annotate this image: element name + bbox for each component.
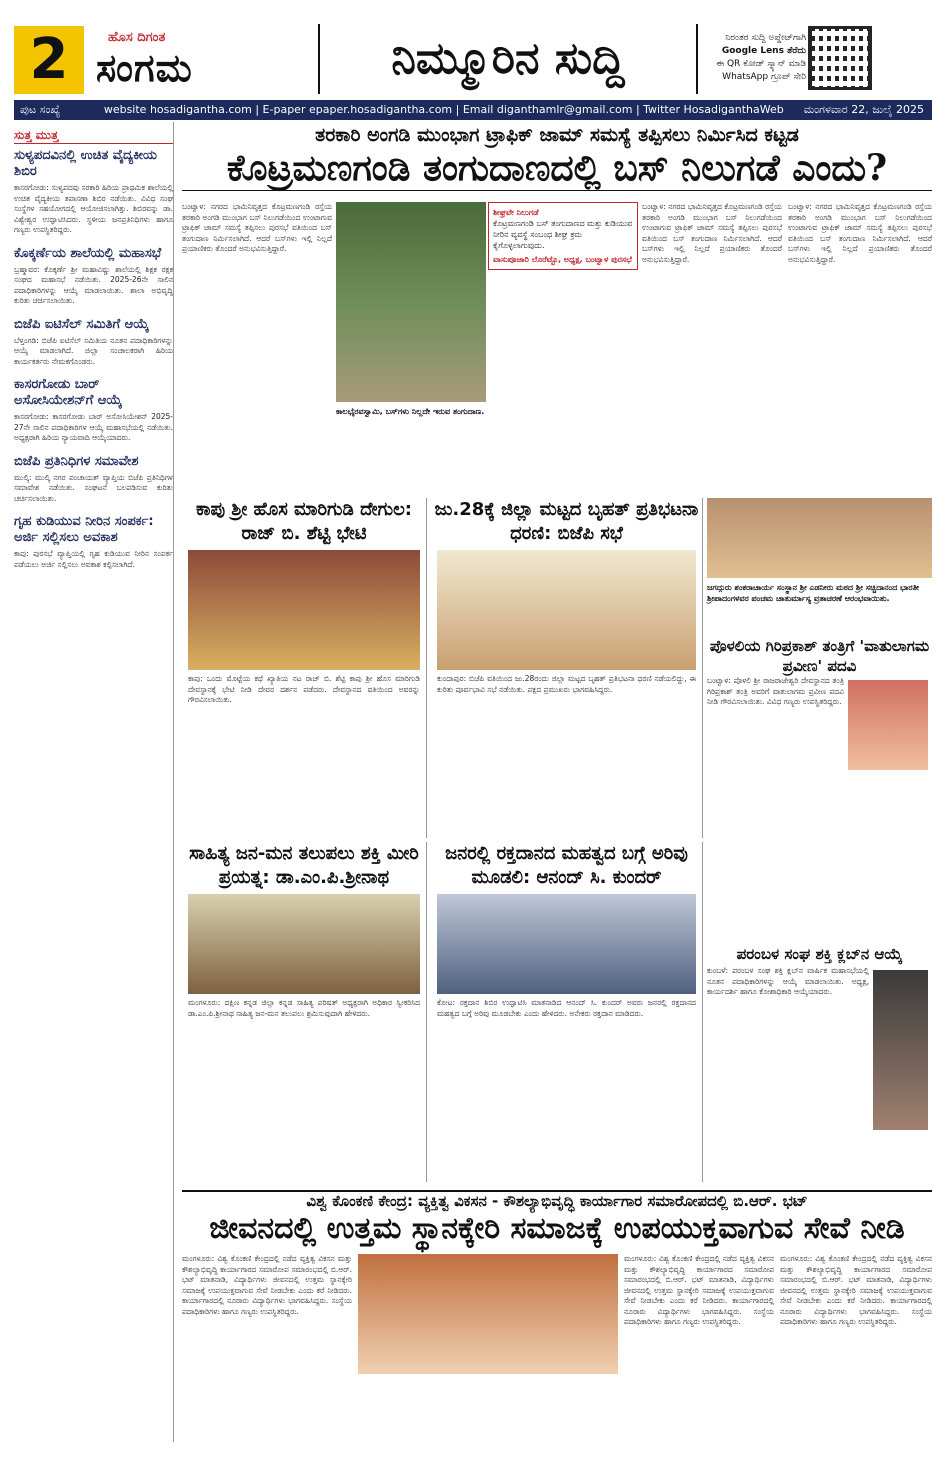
story-headline: ಸಾಹಿತ್ಯ ಜನ-ಮನ ತಲುಪಲು ಶಕ್ತಿ ಮೀರಿ ಪ್ರಯತ್ನ: ಡಾ.ಎಂ.ಪಿ.ಶ್ರೀನಾಥ	[189, 843, 419, 888]
qr-line: ಈ QR ಕೋಡ್ ಸ್ಕ್ಯಾನ್ ಮಾಡಿ	[716, 59, 806, 69]
story-bjp-protest[interactable]	[431, 498, 703, 838]
sidebar-header: ಸುತ್ತ ಮುತ್ತ	[14, 128, 173, 144]
info-bar	[14, 100, 932, 120]
lead-story[interactable]	[182, 124, 932, 494]
story-body: ಕೋಟ: ರಕ್ತದಾನ ಶಿಬಿರ ಉದ್ಘಾಟಿಸಿ ಮಾತನಾಡಿದ ಆನಂದ್ ಸಿ. ಕುಂದರ್ ಅವರು ಜನರಲ್ಲಿ ರಕ್ತದಾನದ ಮಹತ್ವದ ಬಗ್ಗೆ ಅರಿವು ಮೂಡಬೇಕು ಎಂದು ಹೇಳಿದರು. ಅನೇಕರು ರಕ್ತದಾನ ಮಾಡಿದರು.	[437, 998, 696, 1018]
quote-attribution: ವಾಸುಪೂಜಾರಿ ಲೊರೆಟ್ಟೊ, ಅಧ್ಯಕ್ಷ, ಬಂಟ್ವಾಳ ಪುರಸಭೆ	[493, 255, 632, 264]
story-photo	[437, 894, 696, 994]
story-kaapu[interactable]	[182, 498, 427, 838]
story-polali[interactable]	[707, 636, 932, 836]
sidebar-article[interactable]	[14, 377, 173, 444]
story-photo	[873, 970, 928, 1130]
story-headline: ಜನರಲ್ಲಿ ರಕ್ತದಾನದ ಮಹತ್ವದ ಬಗ್ಗೆ ಅರಿವು ಮೂಡಲಿ: ಆನಂದ್ ಸಿ. ಕುಂದರ್	[445, 843, 688, 888]
lead-body-col2: ಬಂಟ್ವಾಳ: ನಗರದ ಭಾಮಿನಿವೃತ್ತದ ಕೊಟ್ರಮಣಗಂಡಿ ರಸ್ತೆಯ ತರಕಾರಿ ಅಂಗಡಿ ಮುಂಭಾಗ ಬಸ್ ನಿಲುಗಡೆಯಿಂದ ಉಂಟಾಗುವ ಟ್ರಾಫಿಕ್ ಜಾಮ್ ಸಮಸ್ಯೆ ತಪ್ಪಿಸಲು ಪುರಸಭೆ ವತಿಯಿಂದ ಬಸ್ ತಂಗುದಾಣ ನಿರ್ಮಿಸಲಾಗಿದೆ. ಆದರೆ ಬಸ್‌ಗಳು ಇಲ್ಲಿ ನಿಲ್ಲದೆ ಪ್ರಯಾಣಿಕರು ತೊಂದರೆ ಅನುಭವಿಸುತ್ತಿದ್ದಾರೆ.	[642, 202, 782, 264]
article-body: ಕಾಸರಗೋಡು: ಕಾಸರಗೋಡು ಬಾರ್ ಅಸೋಸಿಯೇಶನ್ 2025-27ನೇ ಸಾಲಿನ ಪದಾಧಿಕಾರಿಗಳ ಆಯ್ಕೆ ಮಹಾಸಭೆಯಲ್ಲಿ ನಡೆಯಿತು. ಅಧ್ಯಕ್ಷರಾಗಿ ಹಿರಿಯ ನ್ಯಾಯವಾದಿ ಆಯ್ಕೆಯಾದರು.	[14, 412, 173, 442]
section-label: ಪುಟ ಸಂಖ್ಯೆ	[20, 103, 61, 116]
article-title: ಕೊಕ್ಕರ್ಣೆಯ ಶಾಲೆಯಲ್ಲಿ ಮಹಾಸಭೆ	[14, 245, 162, 261]
qr-instructions	[700, 32, 806, 84]
sidebar-article[interactable]	[14, 514, 173, 570]
story-konkani[interactable]	[182, 1190, 932, 1445]
sidebar-article[interactable]	[14, 454, 173, 505]
story-parambala[interactable]	[707, 942, 932, 1182]
story-body: ಕಾಪು: ಒಂದು ಮೊಟ್ಟೆಯ ಕಥೆ ಖ್ಯಾತಿಯ ನಟ ರಾಜ್ ಬಿ. ಶೆಟ್ಟಿ ಕಾಪು ಶ್ರೀ ಹೊಸ ಮಾರಿಗುಡಿ ದೇವಸ್ಥಾನಕ್ಕೆ ಭೇಟಿ ನೀಡಿ ದೇವರ ದರ್ಶನ ಪಡೆದರು. ದೇವಸ್ಥಾನದ ವತಿಯಿಂದ ಅವರನ್ನು ಗೌರವಿಸಲಾಯಿತು.	[188, 674, 420, 704]
lead-headline: ಕೊಟ್ರಮಣಗಂಡಿ ತಂಗುದಾಣದಲ್ಲಿ ಬಸ್ ನಿಲುಗಡೆ ಎಂದು?	[226, 147, 888, 189]
story-blood-donation[interactable]	[431, 842, 703, 1182]
article-title: ಬಿಜೆಪಿ ಪ್ರತಿನಿಧಿಗಳ ಸಮಾವೇಶ	[14, 453, 139, 469]
story-kicker: ವಿಶ್ವ ಕೊಂಕಣಿ ಕೇಂದ್ರ: ವ್ಯಕ್ತಿತ್ವ ವಿಕಸನ - ಕೌಶಲ್ಯಾಭಿವೃದ್ಧಿ ಕಾರ್ಯಾಗಾರ ಸಮಾರೋಪದಲ್ಲಿ ಬಿ.ಆರ್. ಭಟ್	[306, 1192, 808, 1210]
story-photo	[188, 894, 420, 994]
contact-links[interactable]: website hosadigantha.com | E-paper epaper.hosadigantha.com | Email diganthamlr@gmail.com | Twitter HosadiganthaWeb	[103, 103, 784, 116]
qr-code-pattern	[812, 30, 868, 86]
story-headline: ಪರಂಬಳ ಸಂಘ ಶಕ್ತಿ ಕ್ಲಬ್‌ನ ಆಯ್ಕೆ	[736, 945, 903, 963]
story-photo	[188, 550, 420, 670]
story-photo	[848, 680, 928, 770]
story-body-col3: ಮಂಗಳೂರು: ವಿಶ್ವ ಕೊಂಕಣಿ ಕೇಂದ್ರದಲ್ಲಿ ನಡೆದ ವ್ಯಕ್ತಿತ್ವ ವಿಕಸನ ಮತ್ತು ಕೌಶಲ್ಯಾಭಿವೃದ್ಧಿ ಕಾರ್ಯಾಗಾರದ ಸಮಾರೋಪ ಸಮಾರಂಭದಲ್ಲಿ ಬಿ.ಆರ್. ಭಟ್ ಮಾತನಾಡಿ, ವಿದ್ಯಾರ್ಥಿಗಳು ಜೀವನದಲ್ಲಿ ಉತ್ತಮ ಸ್ಥಾನಕ್ಕೇರಿ ಸಮಾಜಕ್ಕೆ ಉಪಯುಕ್ತವಾಗುವ ಸೇವೆ ನೀಡಬೇಕು ಎಂದು ಕರೆ ನೀಡಿದರು. ಕಾರ್ಯಾಗಾರದಲ್ಲಿ ನೂರಾರು ವಿದ್ಯಾರ್ಥಿಗಳು ಭಾಗವಹಿಸಿದ್ದರು. ಸಂಸ್ಥೆಯ ಪದಾಧಿಕಾರಿಗಳು ಹಾಗೂ ಗಣ್ಯರು ಉಪಸ್ಥಿತರಿದ್ದರು.	[780, 1254, 932, 1326]
story-headline: ಕಾಪು ಶ್ರೀ ಹೊಸ ಮಾರಿಗುಡಿ ದೇಗುಲ: ರಾಜ್ ಬಿ. ಶೆಟ್ಟಿ ಭೇಟಿ	[196, 499, 412, 544]
sidebar-article[interactable]	[14, 317, 173, 368]
sidebar	[14, 122, 174, 1442]
article-title: ಸುಳ್ಯಪದವಿನಲ್ಲಿ ಉಚಿತ ವೈದ್ಯಕೀಯ ಶಿಬಿರ	[14, 148, 157, 179]
article-title: ಬಿಜೆಪಿ ಐಟಿಸೆಲ್ ಸಮಿತಿಗೆ ಆಯ್ಕೆ	[14, 316, 149, 332]
sidebar-article[interactable]	[14, 246, 173, 307]
masthead	[0, 0, 945, 100]
story-photo	[358, 1254, 618, 1374]
story-photo	[707, 498, 932, 578]
article-body: ಮುಲ್ಕಿ: ಮುಲ್ಕಿ ನಗರ ಪಂಚಾಯತ್ ವ್ಯಾಪ್ತಿಯ ಬಿಜೆಪಿ ಪ್ರತಿನಿಧಿಗಳ ಸಮಾವೇಶ ನಡೆಯಿತು. ಸಂಘಟನೆ ಬಲಪಡಿಸುವ ಕುರಿತು ಚರ್ಚಿಸಲಾಯಿತು.	[14, 472, 173, 503]
lead-body-col3: ಬಂಟ್ವಾಳ: ನಗರದ ಭಾಮಿನಿವೃತ್ತದ ಕೊಟ್ರಮಣಗಂಡಿ ರಸ್ತೆಯ ತರಕಾರಿ ಅಂಗಡಿ ಮುಂಭಾಗ ಬಸ್ ನಿಲುಗಡೆಯಿಂದ ಉಂಟಾಗುವ ಟ್ರಾಫಿಕ್ ಜಾಮ್ ಸಮಸ್ಯೆ ತಪ್ಪಿಸಲು ಪುರಸಭೆ ವತಿಯಿಂದ ಬಸ್ ತಂಗುದಾಣ ನಿರ್ಮಿಸಲಾಗಿದೆ. ಆದರೆ ಬಸ್‌ಗಳು ಇಲ್ಲಿ ನಿಲ್ಲದೆ ಪ್ರಯಾಣಿಕರು ತೊಂದರೆ ಅನುಭವಿಸುತ್ತಿದ್ದಾರೆ.	[788, 202, 932, 264]
lead-photo	[336, 202, 486, 402]
article-body: ಕಾಸರಗೋಡು: ಸುಳ್ಯಪದವು ಸರಕಾರಿ ಹಿರಿಯ ಪ್ರಾಥಮಿಕ ಶಾಲೆಯಲ್ಲಿ ಉಚಿತ ವೈದ್ಯಕೀಯ ತಪಾಸಣಾ ಶಿಬಿರ ನಡೆಯಿತು. ವಿವಿಧ ಸಂಘ ಸಂಸ್ಥೆಗಳ ಸಹಯೋಗದಲ್ಲಿ ಆಯೋಜಿಸಲಾಗಿತ್ತು. ಶಿಬಿರವನ್ನು ಡಾ. ವಿಶ್ವೇಶ್ವರ ಉದ್ಘಾಟಿಸಿದರು. ಸ್ಥಳೀಯ ಜನಪ್ರತಿನಿಧಿಗಳು ಹಾಗೂ ಗಣ್ಯರು ಉಪಸ್ಥಿತರಿದ್ದರು.	[14, 183, 173, 234]
qr-line: Google Lens ತೆರೆದು	[721, 46, 806, 56]
page-number: 2	[14, 26, 84, 94]
story-caption: ಜಗದ್ಗುರು ಶಂಕರಾಚಾರ್ಯ ಸಂಸ್ಥಾನ ಶ್ರೀ ಎಡನೀರು ಮಠದ ಶ್ರೀ ಸಚ್ಚಿದಾನಂದ ಭಾರತೀ ಶ್ರೀಪಾದಂಗಳವರ ಪಂಚಮ ಚಾತುರ್ಮಾಸ್ಯ ವ್ರತಾಚರಣೆ ಆರಂಭವಾಯಿತು.	[707, 583, 920, 603]
story-photo	[437, 550, 696, 670]
sidebar-article[interactable]	[14, 148, 173, 236]
qr-line: WhatsApp ಗ್ರೂಪ್ ಸೇರಿ	[722, 72, 806, 82]
story-headline: ಜು.28ಕ್ಕೆ ಜಿಲ್ಲಾ ಮಟ್ಟದ ಬೃಹತ್ ಪ್ರತಿಭಟನಾ ಧರಣಿ: ಬಿಜೆಪಿ ಸಭೆ	[434, 499, 699, 544]
story-body: ಮಂಗಳೂರು: ದಕ್ಷಿಣ ಕನ್ನಡ ಜಿಲ್ಲಾ ಕನ್ನಡ ಸಾಹಿತ್ಯ ಪರಿಷತ್ ಅಧ್ಯಕ್ಷರಾಗಿ ಅಧಿಕಾರ ಸ್ವೀಕರಿಸಿದ ಡಾ.ಎಂ.ಪಿ.ಶ್ರೀನಾಥ ಸಾಹಿತ್ಯ ಜನ-ಮನ ತಲುಪಲು ಶ್ರಮಿಸುವುದಾಗಿ ಹೇಳಿದರು.	[188, 998, 420, 1018]
article-body: ಬ್ರಹ್ಮಾವರ: ಕೊಕ್ಕರ್ಣೆ ಶ್ರೀ ಮಹಾವಿಷ್ಣು ಶಾಲೆಯಲ್ಲಿ ಶಿಕ್ಷಕ ರಕ್ಷಕ ಸಂಘದ ಮಹಾಸಭೆ ನಡೆಯಿತು. 2025-26ನೇ ಸಾಲಿನ ಪದಾಧಿಕಾರಿಗಳನ್ನು ಆಯ್ಕೆ ಮಾಡಲಾಯಿತು. ಶಾಲಾ ಅಭಿವೃದ್ಧಿ ಕುರಿತು ಚರ್ಚಿಸಲಾಯಿತು.	[14, 264, 173, 305]
story-sahitya[interactable]	[182, 842, 427, 1182]
story-headline: ಜೀವನದಲ್ಲಿ ಉತ್ತಮ ಸ್ಥಾನಕ್ಕೇರಿ ಸಮಾಜಕ್ಕೆ ಉಪಯುಕ್ತವಾಗುವ ಸೇವೆ ನೀಡಿ	[209, 1211, 905, 1246]
story-body: ಮಂಗಳೂರು: ವಿಶ್ವ ಕೊಂಕಣಿ ಕೇಂದ್ರದಲ್ಲಿ ನಡೆದ ವ್ಯಕ್ತಿತ್ವ ವಿಕಸನ ಮತ್ತು ಕೌಶಲ್ಯಾಭಿವೃದ್ಧಿ ಕಾರ್ಯಾಗಾರದ ಸಮಾರೋಪ ಸಮಾರಂಭದಲ್ಲಿ ಬಿ.ಆರ್. ಭಟ್ ಮಾತನಾಡಿ, ವಿದ್ಯಾರ್ಥಿಗಳು ಜೀವನದಲ್ಲಿ ಉತ್ತಮ ಸ್ಥಾನಕ್ಕೇರಿ ಸಮಾಜಕ್ಕೆ ಉಪಯುಕ್ತವಾಗುವ ಸೇವೆ ನೀಡಬೇಕು ಎಂದು ಕರೆ ನೀಡಿದರು. ಕಾರ್ಯಾಗಾರದಲ್ಲಿ ನೂರಾರು ವಿದ್ಯಾರ್ಥಿಗಳು ಭಾಗವಹಿಸಿದ್ದರು. ಸಂಸ್ಥೆಯ ಪದಾಧಿಕಾರಿಗಳು ಹಾಗೂ ಗಣ್ಯರು ಉಪಸ್ಥಿತರಿದ್ದರು.	[182, 1254, 352, 1316]
pull-quote	[488, 202, 638, 270]
divider	[182, 190, 932, 191]
story-body: ಬಂಟ್ವಾಳ: ಪೊಳಲಿ ಶ್ರೀ ರಾಜರಾಜೇಶ್ವರಿ ದೇವಸ್ಥಾನದ ತಂತ್ರಿ ಗಿರಿಪ್ರಕಾಶ್ ತಂತ್ರಿ ಅವರಿಗೆ ವಾತುಲಾಗಮ ಪ್ರವೀಣ ಪದವಿ ನೀಡಿ ಗೌರವಿಸಲಾಯಿತು. ವಿವಿಧ ಗಣ್ಯರು ಉಪಸ್ಥಿತರಿದ್ದರು.	[707, 676, 844, 706]
article-title: ಕಾಸರಗೋಡು ಬಾರ್ ಅಸೋಸಿಯೇಶನ್‌ಗೆ ಆಯ್ಕೆ	[14, 377, 123, 408]
quote-body: ಕೊಟ್ರಮಣಗಂಡಿ ಬಸ್ ತಂಗುದಾಣದ ಮತ್ತು ಕುಡಿಯುವ ನೀರಿನ ವ್ಯವಸ್ಥೆ ಸಂಬಂಧ ಶೀಘ್ರ ಕ್ರಮ ಕೈಗೊಳ್ಳಲಾಗುವುದು.	[493, 219, 633, 250]
article-body: ಬೆಳ್ತಂಗಡಿ: ಬಿಜೆಪಿ ಐಟಿಸೆಲ್ ಸಮಿತಿಯ ನೂತನ ಪದಾಧಿಕಾರಿಗಳನ್ನು ಆಯ್ಕೆ ಮಾಡಲಾಗಿದೆ. ಜಿಲ್ಲಾ ಸಂಚಾಲಕರಾಗಿ ಹಿರಿಯ ಕಾರ್ಯಕರ್ತರು ನೇಮಕಗೊಂಡರು.	[14, 335, 173, 366]
lead-body: ಬಂಟ್ವಾಳ: ನಗರದ ಭಾಮಿನಿವೃತ್ತದ ಕೊಟ್ರಮಣಗಂಡಿ ರಸ್ತೆಯ ತರಕಾರಿ ಅಂಗಡಿ ಮುಂಭಾಗ ಬಸ್ ನಿಲುಗಡೆಯಿಂದ ಉಂಟಾಗುವ ಟ್ರಾಫಿಕ್ ಜಾಮ್ ಸಮಸ್ಯೆ ತಪ್ಪಿಸಲು ಪುರಸಭೆ ವತಿಯಿಂದ ಬಸ್ ತಂಗುದಾಣ ನಿರ್ಮಿಸಲಾಗಿದೆ. ಆದರೆ ಬಸ್‌ಗಳು ಇಲ್ಲಿ ನಿಲ್ಲದೆ ಪ್ರಯಾಣಿಕರು ತೊಂದರೆ ಅನುಭವಿಸುತ್ತಿದ್ದಾರೆ.	[182, 202, 332, 253]
article-body: ಕಾಪು: ಪುರಸಭೆ ವ್ಯಾಪ್ತಿಯಲ್ಲಿ ಗೃಹ ಕುಡಿಯುವ ನೀರಿನ ಸಂಪರ್ಕ ಪಡೆಯಲು ಅರ್ಜಿ ಸಲ್ಲಿಸಲು ಅವಕಾಶ ಕಲ್ಪಿಸಲಾಗಿದೆ.	[14, 549, 173, 569]
lead-kicker: ತರಕಾರಿ ಅಂಗಡಿ ಮುಂಭಾಗ ಟ್ರಾಫಿಕ್ ಜಾಮ್ ಸಮಸ್ಯೆ ತಪ್ಪಿಸಲು ನಿರ್ಮಿಸಿದ ಕಟ್ಟಡ	[315, 124, 799, 146]
story-headline: ಪೊಳಲಿಯ ಗಿರಿಪ್ರಕಾಶ್ ತಂತ್ರಿಗೆ 'ವಾತುಲಾಗಮ ಪ್ರವೀಣ' ಪದವಿ	[709, 637, 930, 675]
brand-logo: ಸಂಗಮ	[96, 46, 193, 90]
story-body: ಕುಂಬಳೆ: ಪರಂಬಳ ಸಂಘ ಶಕ್ತಿ ಕ್ಲಬ್‌ನ ವಾರ್ಷಿಕ ಮಹಾಸಭೆಯಲ್ಲಿ ನೂತನ ಪದಾಧಿಕಾರಿಗಳನ್ನು ಆಯ್ಕೆ ಮಾಡಲಾಯಿತು. ಅಧ್ಯಕ್ಷ, ಕಾರ್ಯದರ್ಶಿ ಹಾಗೂ ಕೋಶಾಧಿಕಾರಿ ಆಯ್ಕೆಯಾದರು.	[707, 966, 869, 996]
quote-head: ಶೀಘ್ರವೇ ನಿಲುಗಡೆ	[493, 208, 539, 217]
story-body: ಕುಂದಾಪುರ: ಬಿಜೆಪಿ ವತಿಯಿಂದ ಜು.28ರಂದು ಜಿಲ್ಲಾ ಮಟ್ಟದ ಬೃಹತ್ ಪ್ರತಿಭಟನಾ ಧರಣಿ ನಡೆಯಲಿದ್ದು, ಈ ಕುರಿತು ಪೂರ್ವಭಾವಿ ಸಭೆ ನಡೆಯಿತು. ಪಕ್ಷದ ಪ್ರಮುಖರು ಭಾಗವಹಿಸಿದ್ದರು.	[437, 674, 696, 694]
qr-line: ನಿರಂತರ ಸುದ್ದಿ ಅಪ್ಡೇಟ್‌ಗಾಗಿ	[725, 33, 806, 43]
article-title: ಗೃಹ ಕುಡಿಯುವ ನೀರಿನ ಸಂಪರ್ಕ: ಅರ್ಜಿ ಸಲ್ಲಿಸಲು ಅವಕಾಶ	[14, 514, 154, 545]
lead-photo-caption: ಕಾಲಭೈರವಸ್ವಾಮಿ, ಬಸ್‌ಗಳು ನಿಲ್ಲದೇ ಇರುವ ತಂಗುದಾಣ.	[336, 407, 485, 416]
issue-date: ಮಂಗಳವಾರ 22, ಜುಲೈ 2025	[803, 103, 924, 116]
section-banner: ನಿಮ್ಮೂರಿನ ಸುದ್ದಿ	[318, 24, 698, 94]
story-body-col2: ಮಂಗಳೂರು: ವಿಶ್ವ ಕೊಂಕಣಿ ಕೇಂದ್ರದಲ್ಲಿ ನಡೆದ ವ್ಯಕ್ತಿತ್ವ ವಿಕಸನ ಮತ್ತು ಕೌಶಲ್ಯಾಭಿವೃದ್ಧಿ ಕಾರ್ಯಾಗಾರದ ಸಮಾರೋಪ ಸಮಾರಂಭದಲ್ಲಿ ಬಿ.ಆರ್. ಭಟ್ ಮಾತನಾಡಿ, ವಿದ್ಯಾರ್ಥಿಗಳು ಜೀವನದಲ್ಲಿ ಉತ್ತಮ ಸ್ಥಾನಕ್ಕೇರಿ ಸಮಾಜಕ್ಕೆ ಉಪಯುಕ್ತವಾಗುವ ಸೇವೆ ನೀಡಬೇಕು ಎಂದು ಕರೆ ನೀಡಿದರು. ಕಾರ್ಯಾಗಾರದಲ್ಲಿ ನೂರಾರು ವಿದ್ಯಾರ್ಥಿಗಳು ಭಾಗವಹಿಸಿದ್ದರು. ಸಂಸ್ಥೆಯ ಪದಾಧಿಕಾರಿಗಳು ಹಾಗೂ ಗಣ್ಯರು ಉಪಸ್ಥಿತರಿದ್ದರು.	[624, 1254, 774, 1326]
story-edaneer[interactable]	[707, 498, 932, 633]
brand-tagline: ಹೊಸ ದಿಗಂತ	[108, 30, 166, 45]
